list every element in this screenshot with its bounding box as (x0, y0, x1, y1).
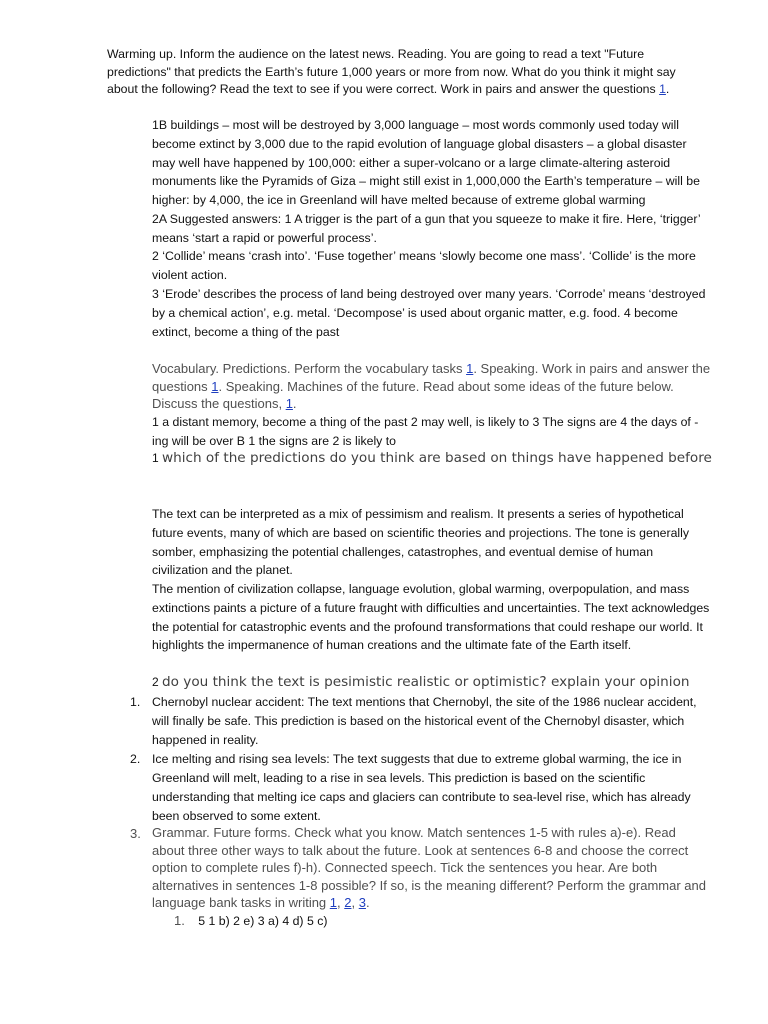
interpretation-paragraph-1: The text can be interpreted as a mix of pessimism and realism. It presents a series of hypothetical future events, many of which are based on scientific theories and projections. The tone is generally somber, emphasizing the potential challenges, catastrophes, and eventual demise of human civilization and the planet. (152, 507, 690, 578)
vocab-text-4: . (292, 396, 297, 411)
grammar-instructions: Grammar. Future forms. Check what you know. Match sentences 1-5 with rules a)-e). Read about three other ways to talk about the future. Look at sentences 6-8 and choose the correct option to complete rules f)-h). Connected speech. Tick the sentences you hear. Are both alternatives in sentences 1-8 possible? If so, is the meaning different? Perform the grammar and language bank tasks in writing (152, 825, 706, 910)
intro-text: Warming up. Inform the audience on the latest news. Reading. You are going to read a text "Future predictions" that predicts the Earth’s future 1,000 years or more from now. What do you think it might say about the following? Read the text to see if you were correct. Work in pairs and answer the questions (107, 47, 676, 96)
grammar-separator-1: , (337, 895, 345, 910)
speaking-questions-link[interactable]: 1 (211, 378, 219, 394)
vocab-text-2: . Speaking. Work in pairs and answer the questions (152, 361, 711, 394)
sub-list-item (174, 912, 327, 930)
list-item-text: Chernobyl nuclear accident: The text mentions that Chernobyl, the site of the 1986 nuclear accident, will finally be safe. This prediction is based on the historical event of the Chernobyl disaster, which happened in reality. (152, 695, 697, 747)
vocabulary-answers: 1 a distant memory, become a thing of the past 2 may well, is likely to 3 The signs are 4 the days of -ing will be over B 1 the signs are 2 is likely to (152, 415, 699, 448)
question-1-number: 1 (152, 451, 163, 465)
grammar-text (152, 824, 710, 912)
writing-task-link-1[interactable]: 1 (329, 895, 338, 910)
writing-task-link-2[interactable]: 2 (344, 895, 352, 910)
grammar-end: . (365, 895, 370, 910)
answer-2a-paragraph: 2A Suggested answers: 1 A trigger is the part of a gun that you squeeze to make it fire. Here, ‘trigger’ means ‘start a rapid or powerful process’. (152, 212, 701, 245)
vocab-text-3: . Speaking. Machines of the future. Read about some ideas of the future below. Discuss the questions, (152, 378, 674, 411)
writing-task-link-3[interactable]: 3 (358, 895, 366, 910)
grammar-separator-2: , (351, 895, 359, 910)
list-item-number: 2. (130, 752, 141, 766)
intro-paragraph (107, 46, 707, 99)
intro-end: . (665, 82, 670, 96)
machines-questions-link[interactable]: 1 (285, 396, 293, 411)
list-item-number: 1. (130, 695, 141, 709)
grammar-list-item (130, 824, 710, 914)
answer-erode-paragraph: 3 ‘Erode’ describes the process of land being destroyed over many years. ‘Corrode’ means ‘destroyed by a chemical action’, e.g. metal. ‘Decompose’ is used about organic matter, e.g. food. 4 become extinct, become a thing of the past (152, 287, 706, 339)
question-2-number: 2 (152, 675, 163, 689)
vocab-tasks-link[interactable]: 1 (466, 361, 474, 376)
intro-questions-link[interactable]: 1 (659, 82, 666, 96)
question-1-text: which of the predictions do you think are based on things have happened before (162, 450, 712, 466)
sub-list-text: 5 1 b) 2 e) 3 a) 4 d) 5 c) (198, 914, 328, 928)
list-item-text: Ice melting and rising sea levels: The text suggests that due to extreme global warming, the ice in Greenland will melt, leading to a rise in sea levels. This prediction is based on the scientific understanding that melting ice caps and glaciers can contribute to sea-level rise, which has already been observed to some extent. (152, 752, 691, 823)
answer-1b-paragraph: 1B buildings – most will be destroyed by 3,000 language – most words commonly used today will become extinct by 3,000 due to the rapid evolution of language global disasters – a global disaster may well have happened by 100,000: either a super-volcano or a large climate-altering asteroid monuments like the Pyramids of Giza – might still exist in 1,000,000 the Earth’s temperature – will be higher: by 4,000, the ice in Greenland will have melted because of extreme global warming (152, 118, 700, 208)
list-item (130, 693, 710, 749)
interpretation-paragraph-2: The mention of civilization collapse, language evolution, global warming, overpopulation, and mass extinctions paints a picture of a future fraught with difficulties and uncertainties. The text acknowledges the potential for catastrophic events and the profound transformations that could reshape our world. It highlights the impermanence of human creations and the ultimate fate of the Earth itself. (152, 582, 710, 653)
vocab-text-1: Vocabulary. Predictions. Perform the vocabulary tasks (152, 361, 467, 376)
vocabulary-paragraph (152, 360, 712, 413)
list-item (130, 750, 710, 822)
list-item-number: 3. (130, 826, 141, 841)
sub-list-number: 1. (174, 913, 185, 928)
answer-collide-paragraph: 2 ‘Collide’ means ‘crash into’. ‘Fuse together’ means ‘slowly become one mass’. ‘Collide’ is the more violent action. (152, 249, 696, 282)
question-2 (152, 673, 712, 691)
question-1 (152, 449, 712, 467)
question-2-text: do you think the text is pesimistic realistic or optimistic? explain your opinion (162, 674, 690, 690)
